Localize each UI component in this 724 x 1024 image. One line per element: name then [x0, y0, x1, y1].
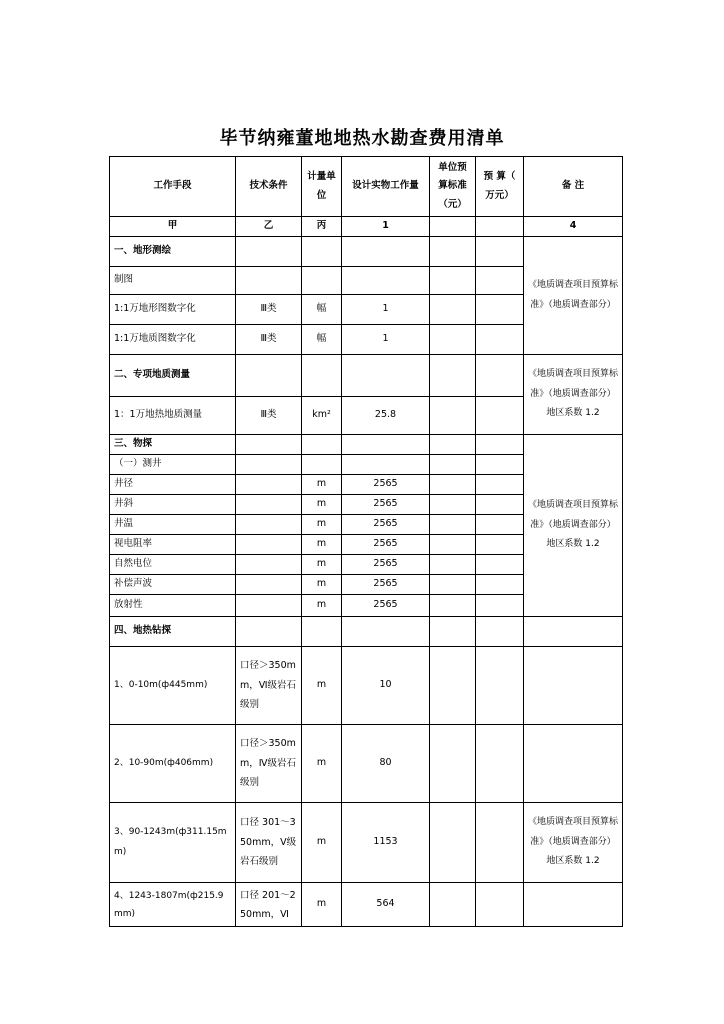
row-unit: m: [302, 555, 342, 575]
row-name: 1:1万地质图数字化: [110, 325, 236, 355]
index-row: [110, 217, 623, 237]
table-row: [110, 883, 623, 927]
row-tech: 口径 201～250mm，Ⅵ: [236, 883, 302, 927]
row-name: 3、90-1243m(ф311.15mm): [110, 803, 236, 883]
row-qty: 1: [342, 325, 430, 355]
row-unit: 幅: [302, 325, 342, 355]
header-unit: 计量单位: [302, 157, 342, 217]
remark-cell: 《地质调查项目预算标准》（地质调查部分）: [524, 237, 623, 355]
row-qty: 25.8: [342, 397, 430, 435]
row-qty: 80: [342, 725, 430, 803]
row-tech: Ⅲ类: [236, 325, 302, 355]
header-budget: 预 算（ 万元）: [476, 157, 524, 217]
row-name: 2、10-90m(ф406mm): [110, 725, 236, 803]
row-name: 制图: [110, 267, 236, 295]
row-qty: 2565: [342, 535, 430, 555]
cost-table: [109, 156, 623, 927]
row-tech: 口径 301～350mm，Ⅴ级岩石级别: [236, 803, 302, 883]
header-remark: 备 注: [524, 157, 623, 217]
row-name: 井斜: [110, 495, 236, 515]
section-row: [110, 237, 623, 267]
remark-cell: 《地质调查项目预算标准》（地质调查部分）地区系数 1.2: [524, 803, 623, 883]
section-title: 四、地热钻探: [110, 617, 236, 647]
section-title: 一、地形测绘: [110, 237, 236, 267]
header-row: [110, 157, 623, 217]
index-cell: 1: [342, 217, 430, 237]
row-unit: m: [302, 803, 342, 883]
row-qty: 2565: [342, 555, 430, 575]
row-qty: 2565: [342, 515, 430, 535]
row-qty: 10: [342, 647, 430, 725]
row-name: 1:1万地形图数字化: [110, 295, 236, 325]
index-cell: 甲: [110, 217, 236, 237]
table-row: [110, 803, 623, 883]
table-row: [110, 647, 623, 725]
row-qty: 2565: [342, 495, 430, 515]
row-unit: m: [302, 495, 342, 515]
table-row: [110, 725, 623, 803]
subsection-title: （一）测井: [110, 455, 236, 475]
index-cell: [430, 217, 476, 237]
section-row: [110, 355, 623, 397]
row-unit: m: [302, 595, 342, 617]
section-row: [110, 435, 623, 455]
row-unit: m: [302, 725, 342, 803]
row-qty: 1: [342, 295, 430, 325]
index-cell: 丙: [302, 217, 342, 237]
header-work: 工作手段: [110, 157, 236, 217]
header-qty: 设计实物工作量: [342, 157, 430, 217]
row-unit: 幅: [302, 295, 342, 325]
page-title: 毕节纳雍董地地热水勘查费用清单: [219, 128, 505, 149]
index-cell: [476, 217, 524, 237]
row-tech: 口径＞350mm，Ⅵ级岩石级别: [236, 647, 302, 725]
row-name: 井温: [110, 515, 236, 535]
row-qty: 564: [342, 883, 430, 927]
row-name: 补偿声波: [110, 575, 236, 595]
row-unit: m: [302, 883, 342, 927]
row-name: 1、0-10m(ф445mm): [110, 647, 236, 725]
header-tech: 技术条件: [236, 157, 302, 217]
row-unit: km²: [302, 397, 342, 435]
row-name: 放射性: [110, 595, 236, 617]
section-row: [110, 617, 623, 647]
row-tech: Ⅲ类: [236, 397, 302, 435]
section-title: 三、物探: [110, 435, 236, 455]
row-qty: 1153: [342, 803, 430, 883]
index-cell: 乙: [236, 217, 302, 237]
remark-cell: 《地质调查项目预算标准》（地质调查部分）地区系数 1.2: [524, 355, 623, 435]
section-title: 二、专项地质测量: [110, 355, 236, 397]
row-name: 4、1243-1807m(ф215.9mm): [110, 883, 236, 927]
header-price: 单位预算标准（元）: [430, 157, 476, 217]
row-qty: 2565: [342, 575, 430, 595]
row-name: 自然电位: [110, 555, 236, 575]
row-unit: m: [302, 535, 342, 555]
row-qty: 2565: [342, 595, 430, 617]
index-cell: 4: [524, 217, 623, 237]
row-unit: m: [302, 647, 342, 725]
row-tech: Ⅲ类: [236, 295, 302, 325]
row-unit: m: [302, 515, 342, 535]
row-qty: 2565: [342, 475, 430, 495]
row-name: 视电阻率: [110, 535, 236, 555]
row-unit: m: [302, 475, 342, 495]
row-tech: 口径＞350mm，Ⅳ级岩石级别: [236, 725, 302, 803]
row-name: 1：1万地热地质测量: [110, 397, 236, 435]
row-name: 井径: [110, 475, 236, 495]
remark-cell: 《地质调查项目预算标准》（地质调查部分）地区系数 1.2: [524, 435, 623, 617]
row-unit: m: [302, 575, 342, 595]
